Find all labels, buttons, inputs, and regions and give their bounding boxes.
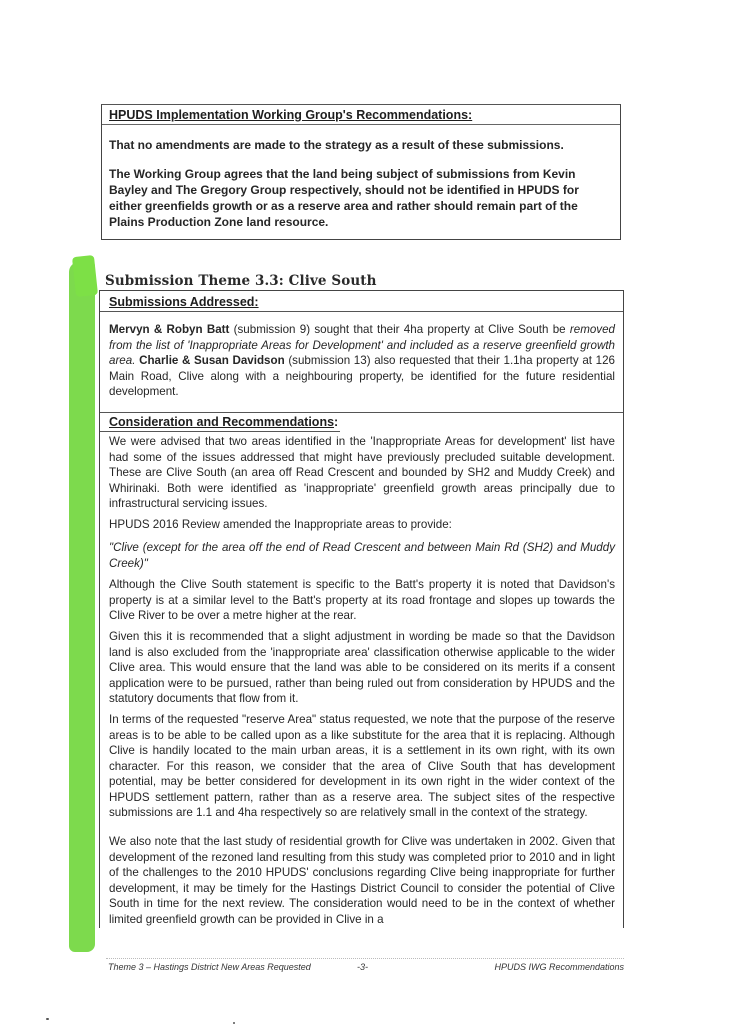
footer-left: Theme 3 – Hastings District New Areas Requested	[108, 962, 311, 972]
recommendations-box	[101, 104, 621, 240]
submissions-paragraph	[109, 322, 615, 400]
footer-rule	[106, 958, 624, 959]
divider	[100, 431, 340, 432]
consideration-heading-colon: :	[334, 415, 339, 429]
submissions-italic-1: removed from the list of 'Inappropriate Areas for Development' and included as a reserve greenfield growth area.	[109, 323, 615, 367]
submitter-name-2: Charlie & Susan Davidson	[135, 354, 285, 367]
submissions-text-1: (submission 9) sought that their 4ha property at Clive South be	[229, 323, 570, 336]
highlighter-mark	[69, 262, 95, 952]
highlighter-mark-top	[72, 255, 98, 297]
consideration-para-4: Although the Clive South statement is specific to the Batt's property it is noted that Davidson's property is at a similar level to the Batt's property at its road frontage and slopes up towards the Clive River to be over a metre higher at the rear.	[109, 578, 615, 622]
recommendations-para-1: That no amendments are made to the strategy as a result of these submissions.	[109, 138, 564, 152]
recommendations-heading: HPUDS Implementation Working Group's Recommendations:	[109, 108, 473, 122]
consideration-quote: "Clive (except for the area off the end of Read Crescent and between Main Rd (SH2) and Muddy Creek)"	[109, 541, 615, 570]
theme-box	[99, 290, 624, 928]
consideration-para-7: We also note that the last study of residential growth for Clive was undertaken in 2002. Given that development of the rezoned land resulting from this study was completed prior to 2010 and in light of the challenges to the 2010 HPUDS' conclusions regarding Clive being inappropriate for further development, it may be timely for the Hastings District Council to consider the potential of Clive South in time for the next review. The consideration would need to be in the context of whether limited greenfield growth can be provided in Clive in a	[109, 835, 615, 926]
divider	[102, 124, 620, 125]
submitter-name-1: Mervyn & Robyn Batt	[109, 323, 230, 336]
consideration-heading-wrap	[109, 415, 338, 429]
scan-speck	[233, 1022, 235, 1024]
consideration-para-2: HPUDS 2016 Review amended the Inappropriate areas to provide:	[109, 518, 452, 531]
consideration-para-5: Given this it is recommended that a slight adjustment in wording be made so that the Davidson land is also excluded from the 'inappropriate area' classification otherwise applicable to the wider Clive area. This would ensure that the land was able to be considered on its merits if a consent application were to be pursued, rather than being ruled out from consideration by HPUDS and the statutory documents that flow from it.	[109, 630, 615, 705]
page-number: -3-	[357, 962, 368, 972]
consideration-heading: Consideration and Recommendations	[109, 415, 335, 429]
submissions-text-2: (submission 13) also requested that their 1.1ha property at 126 Main Road, Clive along with a neighbouring property, be identified for the future residential development.	[109, 354, 615, 398]
footer-right: HPUDS IWG Recommendations	[494, 962, 624, 972]
scan-speck	[46, 1018, 49, 1020]
theme-title: Submission Theme 3.3: Clive South	[105, 273, 377, 289]
divider	[100, 311, 623, 312]
recommendations-para-2: The Working Group agrees that the land being subject of submissions from Kevin Bayley and The Gregory Group respectively, should not be identified in HPUDS for either greenfields growth or as a reserve area and rather should remain part of the Plains Production Zone land resource.	[109, 167, 579, 229]
consideration-para-1: We were advised that two areas identified in the 'Inappropriate Areas for development' list have had some of the issues addressed that might have previously precluded suitable development. These are Clive South (an area off Read Crescent and bounded by SH2 and Muddy Creek) and Whirinaki. Both were identified as 'inappropriate' greenfield growth areas principally due to infrastructural servicing issues.	[109, 435, 615, 510]
submissions-heading: Submissions Addressed:	[109, 295, 259, 309]
divider	[100, 412, 623, 413]
consideration-para-6: In terms of the requested "reserve Area" status requested, we note that the purpose of the reserve areas is to be able to be called upon as a like substitute for the area that it is replacing. Although Clive is handily located to the main urban areas, it is a settlement in its own right, with its own character. For this reason, we consider that the area of Clive South that has development potential, may be better considered for development in its own right in the wider context of the HPUDS settlement pattern, rather than as a reserve area. The subject sites of the respective submissions are 1.1 and 4ha respectively so are relatively small in the context of the strategy.	[109, 713, 615, 819]
